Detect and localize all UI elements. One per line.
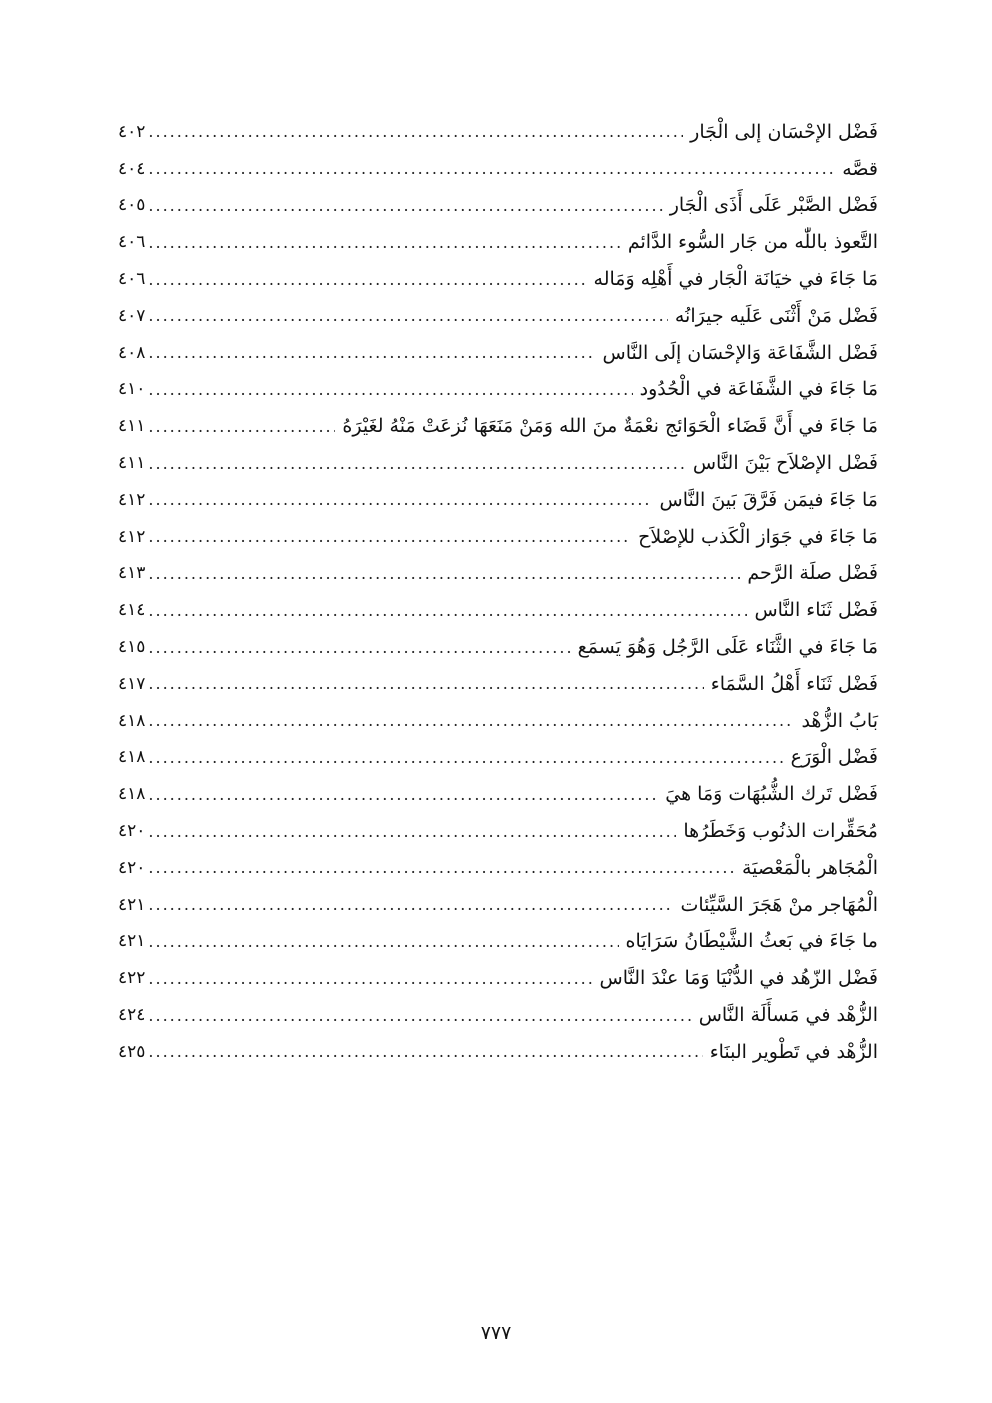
toc-entry: [118, 924, 878, 961]
dot-leader: [148, 492, 652, 508]
dot-leader: [148, 897, 673, 913]
entry-page-number: ٤١٨: [118, 747, 146, 768]
toc-entry: [118, 1034, 878, 1071]
entry-page-number: ٤١٣: [118, 563, 146, 584]
dot-leader: [148, 1044, 702, 1060]
toc-entry: [118, 997, 878, 1034]
entry-title: الزُّهْد في تَطْوير البنَاء: [709, 1040, 878, 1063]
entry-page-number: ٤٠٦: [118, 232, 146, 253]
entry-page-number: ٤٢٤: [118, 1005, 146, 1026]
table-of-contents: [118, 114, 878, 1071]
entry-title: قصَّه: [842, 157, 878, 180]
toc-entry: [118, 114, 878, 151]
toc-entry: [118, 556, 878, 593]
toc-entry: [118, 519, 878, 556]
dot-leader: [148, 456, 685, 472]
entry-title: فَضْل الإحْسَان إلى الْجَار: [690, 120, 878, 143]
dot-leader: [148, 750, 783, 766]
entry-title: مَا جَاءَ في أَنَّ قَضَاء الْحَوَائج نعْمَةٌ منَ الله وَمَنْ مَنَعَهَا نُزعَتْ مَنْهُ لغَيْرَهُ: [342, 415, 878, 438]
entry-title: مَا جَاءَ فيمَن فَرَّقَ بَينَ النَّاس: [659, 488, 878, 511]
entry-title: بَابُ الزُّهْد: [801, 709, 878, 732]
entry-title: مَا جَاءَ في خيَانَة الْجَار في أَهْلِه وَمَاله: [593, 268, 878, 291]
entry-title: فَضْل الصَّبْر عَلَى أَذَى الْجَار: [669, 194, 878, 217]
entry-page-number: ٤٠٤: [118, 158, 146, 179]
entry-title: الزُّهْد في مَسأَلَة النَّاس: [698, 1004, 878, 1027]
toc-entry: [118, 298, 878, 335]
toc-entry: [118, 850, 878, 887]
entry-page-number: ٤١١: [118, 416, 146, 437]
dot-leader: [148, 860, 735, 876]
toc-entry: [118, 261, 878, 298]
entry-title: فَضْل تَرك الشُّبُهَات وَمَا هيَ: [665, 783, 878, 806]
entry-page-number: ٤٢٢: [118, 968, 146, 989]
entry-page-number: ٤١٢: [118, 526, 146, 547]
entry-page-number: ٤١٤: [118, 600, 146, 621]
dot-leader: [148, 1008, 691, 1024]
entry-title: الْمُجَاهر بالْمَعْصيَة: [741, 856, 878, 879]
entry-title: ما جَاءَ في بَعثُ الشَّيْطَانُ سَرَايَاه: [625, 930, 878, 953]
entry-title: مُحَقِّرات الذنُوب وَخَطَرُها: [683, 820, 878, 843]
entry-page-number: ٤١١: [118, 453, 146, 474]
dot-leader: [148, 566, 740, 582]
entry-page-number: ٤٢٥: [118, 1041, 146, 1062]
dot-leader: [148, 308, 667, 324]
dot-leader: [148, 235, 620, 251]
entry-page-number: ٤١٥: [118, 637, 146, 658]
entry-page-number: ٤١٠: [118, 379, 146, 400]
entry-title: مَا جَاءَ في الشَّفَاعَة في الْحُدُود: [639, 378, 878, 401]
toc-entry: [118, 887, 878, 924]
entry-page-number: ٤٠٢: [118, 121, 146, 142]
entry-title: التَّعوذ باللّٰه من جَار السُّوء الدَّائم: [627, 231, 878, 254]
toc-entry: [118, 960, 878, 997]
entry-title: فَضْل الزّهُد في الدُّنْيَا وَمَا عنْدَ النَّاس: [599, 967, 878, 990]
entry-title: الْمُهَاجر منْ هَجَرَ السَّيِّئات: [680, 893, 878, 916]
toc-entry: [118, 188, 878, 225]
toc-entry: [118, 151, 878, 188]
entry-title: فَضْل مَنْ أَثْنَى عَلَيه جيرَانُه: [674, 304, 878, 327]
toc-entry: [118, 482, 878, 519]
dot-leader: [148, 272, 586, 288]
entry-page-number: ٤٢٠: [118, 821, 146, 842]
dot-leader: [148, 124, 683, 140]
entry-title: مَا جَاءَ في جَوَاز الْكَذب للإصْلاَح: [638, 525, 878, 548]
dot-leader: [148, 345, 595, 361]
entry-title: مَا جَاءَ في الثَّنَاء عَلَى الرَّجُل وَهُوَ يَسمَع: [577, 636, 878, 659]
entry-page-number: ٤٠٥: [118, 195, 146, 216]
toc-entry: [118, 776, 878, 813]
toc-entry: [118, 740, 878, 777]
dot-leader: [148, 419, 335, 435]
entry-page-number: ٤٠٦: [118, 269, 146, 290]
entry-title: فَضْل ثَنَاء النَّاس: [754, 599, 878, 622]
dot-leader: [148, 676, 703, 692]
entry-title: فَضْل الشَّفَاعَة وَالإحْسَان إلَى النَّاس: [602, 341, 878, 364]
entry-page-number: ٤٢١: [118, 931, 146, 952]
dot-leader: [148, 787, 658, 803]
dot-leader: [148, 603, 747, 619]
toc-entry: [118, 335, 878, 372]
toc-entry: [118, 445, 878, 482]
page-folio-number: ٧٧٧: [480, 1322, 512, 1344]
entry-page-number: ٤١٨: [118, 710, 146, 731]
toc-entry: [118, 703, 878, 740]
entry-page-number: ٤١٨: [118, 784, 146, 805]
entry-page-number: ٤٠٧: [118, 305, 146, 326]
dot-leader: [148, 198, 662, 214]
toc-entry: [118, 629, 878, 666]
toc-entry: [118, 813, 878, 850]
toc-entry: [118, 372, 878, 409]
entry-page-number: ٤١٢: [118, 489, 146, 510]
entry-title: فَضْل الإصْلاَح بَيْنَ النَّاس: [692, 452, 878, 475]
dot-leader: [148, 934, 618, 950]
entry-title: فَضْل ثَنَاء أَهْلُ السَّمَاء: [710, 672, 878, 695]
toc-entry: [118, 666, 878, 703]
entry-page-number: ٤٢٠: [118, 857, 146, 878]
dot-leader: [148, 382, 632, 398]
dot-leader: [148, 824, 676, 840]
toc-entry: [118, 592, 878, 629]
toc-entry: [118, 408, 878, 445]
entry-page-number: ٤٢١: [118, 894, 146, 915]
entry-page-number: ٤٠٨: [118, 342, 146, 363]
toc-entry: [118, 224, 878, 261]
entry-title: فَضْل الْوَرَع: [790, 746, 878, 769]
entry-page-number: ٤١٧: [118, 673, 146, 694]
dot-leader: [148, 640, 570, 656]
dot-leader: [148, 713, 794, 729]
dot-leader: [148, 971, 592, 987]
entry-title: فَضْل صلَة الرَّحم: [747, 562, 878, 585]
dot-leader: [148, 529, 631, 545]
dot-leader: [148, 161, 835, 177]
